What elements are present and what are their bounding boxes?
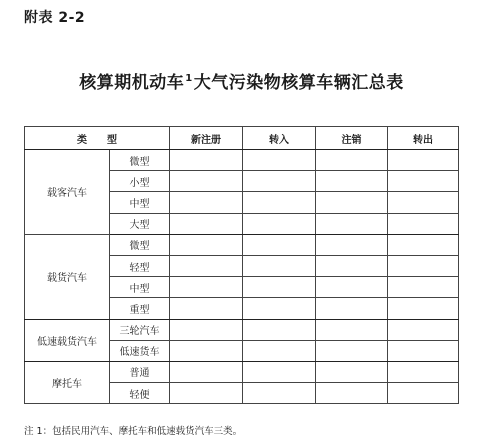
data-cell[interactable] [388,298,459,319]
data-cell[interactable] [388,340,459,361]
data-cell[interactable] [170,234,243,255]
data-cell[interactable] [316,171,388,192]
table-footnote: 注 1：包括民用汽车、摩托车和低速载货汽车三类。 [24,426,243,437]
group-passenger-vehicle: 载客汽车 [25,150,110,235]
data-cell[interactable] [316,150,388,171]
data-cell[interactable] [388,171,459,192]
data-cell[interactable] [243,234,316,255]
table-row [25,319,459,340]
data-cell[interactable] [388,277,459,298]
data-cell[interactable] [316,340,388,361]
data-cell[interactable] [170,171,243,192]
header-deregistration: 注销 [316,127,388,150]
data-cell[interactable] [316,192,388,213]
data-cell[interactable] [316,298,388,319]
data-cell[interactable] [170,361,243,382]
table-row [25,150,459,171]
data-cell[interactable] [243,319,316,340]
data-cell[interactable] [316,319,388,340]
data-cell[interactable] [170,340,243,361]
title-rest: 大气污染物核算车辆汇总表 [193,73,404,93]
data-cell[interactable] [388,234,459,255]
group-low-speed-goods-vehicle: 低速载货汽车 [25,319,110,361]
header-new-registration: 新注册 [170,127,243,150]
data-cell[interactable] [316,213,388,234]
data-cell[interactable] [388,319,459,340]
group-goods-vehicle: 载货汽车 [25,234,110,319]
subtype-cell: 微型 [110,150,170,171]
data-cell[interactable] [170,192,243,213]
group-motorcycle: 摩托车 [25,361,110,403]
data-cell[interactable] [243,150,316,171]
data-cell[interactable] [243,171,316,192]
data-cell[interactable] [243,383,316,404]
subtype-cell: 轻型 [110,255,170,276]
subtype-cell: 重型 [110,298,170,319]
data-cell[interactable] [170,213,243,234]
data-cell[interactable] [170,319,243,340]
header-type: 类 型 [25,127,170,150]
subtype-cell: 中型 [110,192,170,213]
subtype-cell: 低速货车 [110,340,170,361]
table-row [25,361,459,382]
subtype-cell: 中型 [110,277,170,298]
data-cell[interactable] [243,192,316,213]
data-cell[interactable] [388,361,459,382]
data-cell[interactable] [243,213,316,234]
data-cell[interactable] [388,255,459,276]
data-cell[interactable] [388,383,459,404]
data-cell[interactable] [316,234,388,255]
subtype-cell: 微型 [110,234,170,255]
data-cell[interactable] [388,192,459,213]
subtype-cell: 轻便 [110,383,170,404]
header-transfer-out: 转出 [388,127,459,150]
data-cell[interactable] [316,361,388,382]
subtype-cell: 普通 [110,361,170,382]
title-main: 核算期机动车 [79,73,185,93]
title-footnote-marker: 1 [185,73,193,84]
data-cell[interactable] [170,255,243,276]
subtype-cell: 三轮汽车 [110,319,170,340]
data-cell[interactable] [243,298,316,319]
data-cell[interactable] [170,298,243,319]
header-transfer-in: 转入 [243,127,316,150]
subtype-cell: 大型 [110,213,170,234]
data-cell[interactable] [243,277,316,298]
data-cell[interactable] [388,213,459,234]
data-cell[interactable] [316,255,388,276]
table-row [25,234,459,255]
appendix-label: 附表 2-2 [24,10,86,26]
data-cell[interactable] [243,255,316,276]
data-cell[interactable] [170,150,243,171]
data-cell[interactable] [170,277,243,298]
data-cell[interactable] [316,383,388,404]
subtype-cell: 小型 [110,171,170,192]
vehicle-summary-table [24,126,459,404]
data-cell[interactable] [170,383,243,404]
page-title [0,68,483,93]
data-cell[interactable] [388,150,459,171]
data-cell[interactable] [243,340,316,361]
header-row [25,127,459,150]
data-cell[interactable] [243,361,316,382]
data-cell[interactable] [316,277,388,298]
